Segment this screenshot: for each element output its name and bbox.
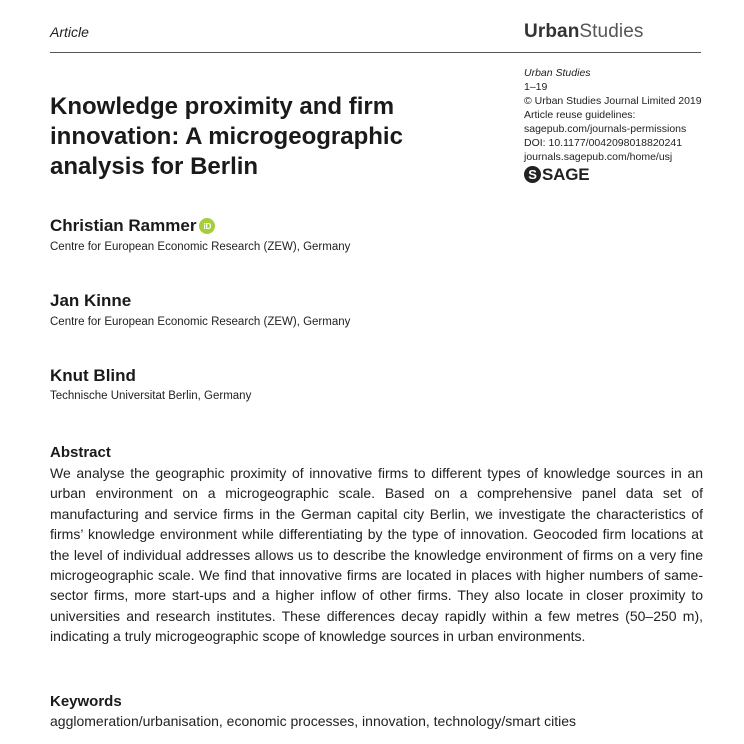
article-title: Knowledge proximity and firm innovation: A microgeographic analysis for Berlin	[50, 93, 403, 180]
author-affiliation: Centre for European Economic Research (ZEW), Germany	[50, 241, 351, 253]
article-type-label: Article	[50, 24, 89, 40]
header-divider	[50, 52, 701, 53]
sage-wordmark: SAGE	[542, 164, 590, 184]
author-affiliation: Technische Universitat Berlin, Germany	[50, 390, 252, 402]
abstract-text: We analyse the geographic proximity of innovative firms to different types of knowledge sources in an urban environment on a microgeographic scale. Based on a comprehensive panel data set of manufacturing and service firms in the German capital city Berlin, we investigate the characteristics of firms’ knowledge environment while differentiating by the type of innovation. Geocoded firm locations at the level of individual addresses allows us to describe the knowledge environment of firms on a very fine microgeographic scale. We find that innovative firms are located in places with higher numbers of same-sector firms, more start-ups and a higher inflow of other firms. They also locate in closer proximity to universities and research institutes. These differences decay rapidly within a few metres (50–250 m), indicating a truly microgeographic scope of knowledge sources in urban environments.	[50, 465, 703, 645]
meta-pages: 1–19	[524, 81, 548, 93]
author-name-text: Knut Blind	[50, 366, 136, 385]
meta-copyright: © Urban Studies Journal Limited 2019	[524, 95, 702, 107]
sage-s-icon: S	[524, 166, 541, 183]
meta-reuse-label: Article reuse guidelines:	[524, 109, 636, 121]
meta-doi[interactable]: DOI: 10.1177/0042098018820241	[524, 137, 683, 149]
author-name	[50, 366, 136, 386]
author-name	[50, 291, 131, 311]
meta-reuse-link[interactable]: sagepub.com/journals-permissions	[524, 123, 687, 135]
journal-logo-studies: Studies	[579, 21, 644, 42]
journal-logo	[524, 21, 643, 43]
meta-journal-link[interactable]: journals.sagepub.com/home/usj	[524, 151, 673, 163]
publication-meta	[524, 66, 724, 183]
keywords-text: agglomeration/urbanisation, economic processes, innovation, technology/smart cities	[50, 713, 577, 729]
author-name-text: Christian Rammer	[50, 216, 197, 235]
author-name-text: Jan Kinne	[50, 291, 132, 310]
orcid-icon[interactable]: iD	[199, 218, 215, 234]
abstract-heading: Abstract	[50, 444, 111, 461]
journal-logo-urban: Urban	[524, 21, 580, 42]
author-name	[50, 216, 215, 236]
keywords-heading: Keywords	[50, 693, 122, 710]
publisher-logo	[524, 166, 724, 183]
meta-journal: Urban Studies	[524, 67, 591, 79]
author-affiliation: Centre for European Economic Research (ZEW), Germany	[50, 316, 351, 328]
